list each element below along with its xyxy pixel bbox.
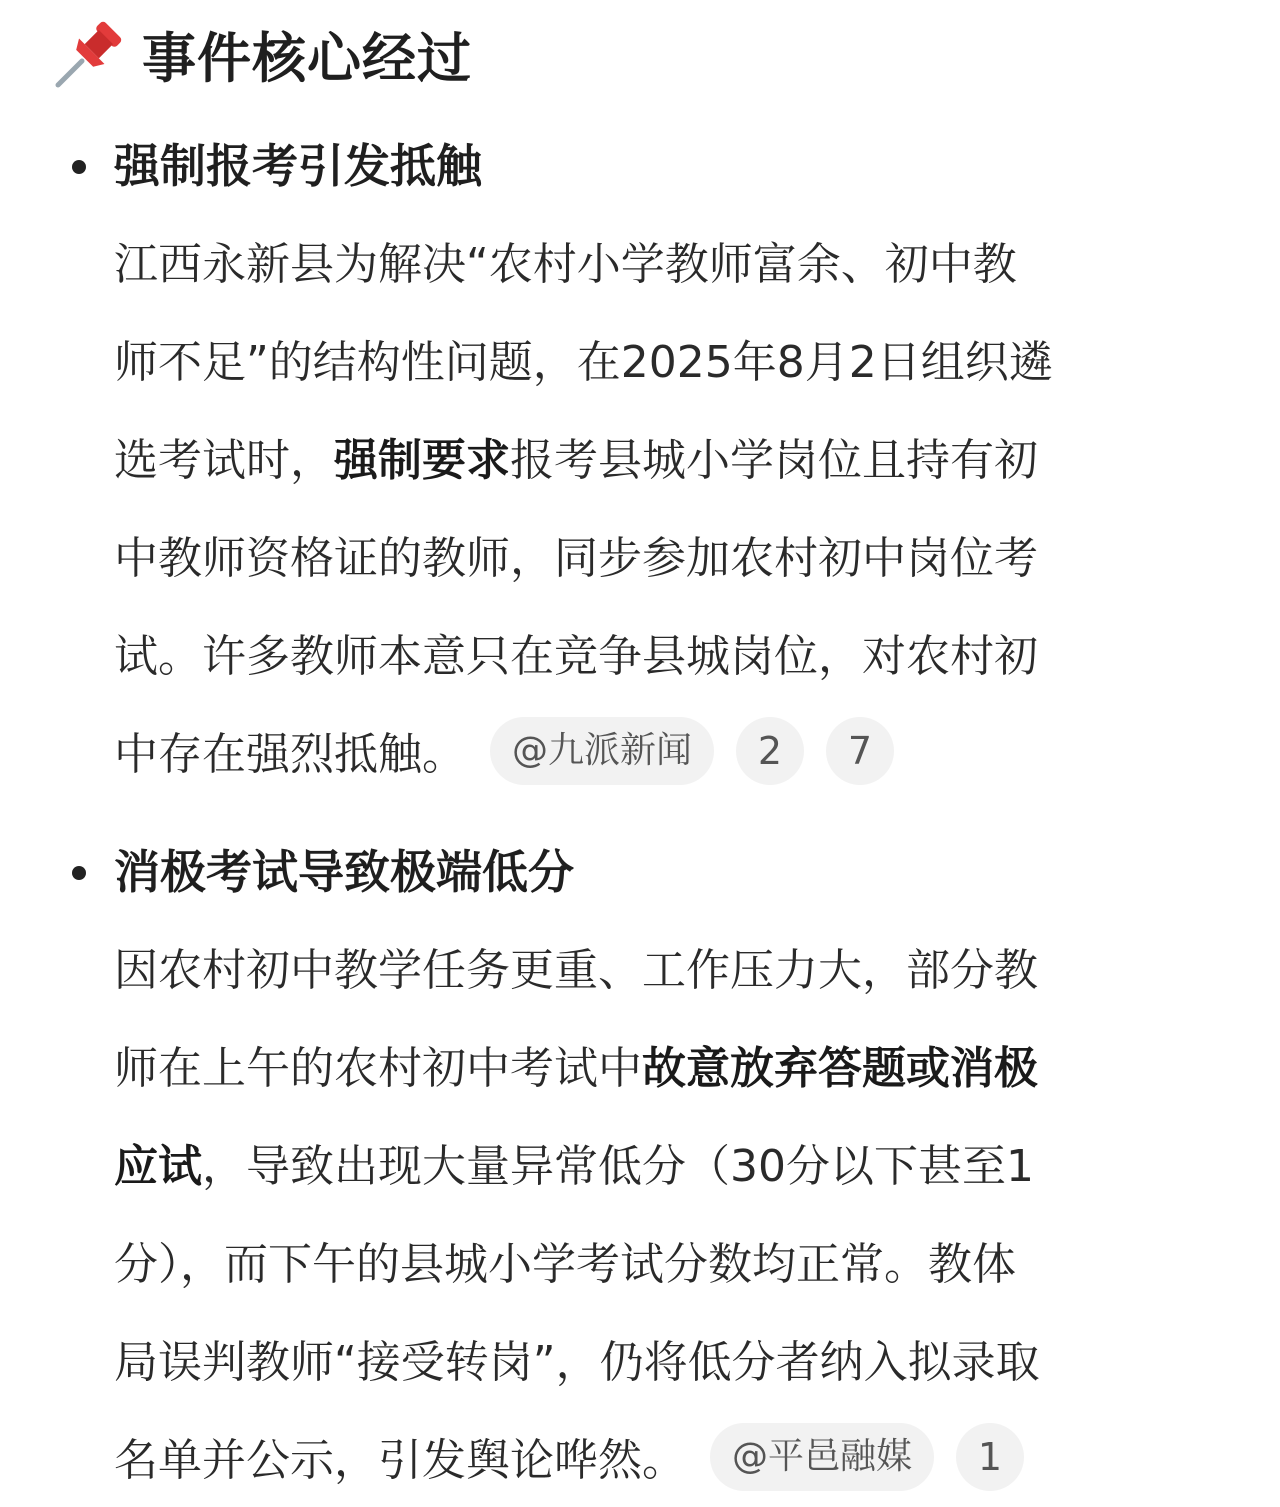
section-heading <box>52 14 472 94</box>
paragraph-line <box>114 216 1224 314</box>
bullet-title: 强制报考引发抵触 <box>114 139 482 193</box>
paragraph-line <box>114 1314 1224 1412</box>
body-text: 中存在强烈抵触。 <box>114 729 466 780</box>
body-text: 因农村初中教学任务更重、工作压力大，部分教 <box>114 945 1038 996</box>
body-text: 试。许多教师本意只在竞争县城岗位，对农村初 <box>114 631 1038 682</box>
body-text: 江西永新县为解决“农村小学教师富余、初中教 <box>114 239 1017 290</box>
body-text: 局误判教师“接受转岗”，仍将低分者纳入拟录取 <box>114 1337 1040 1388</box>
reference-chip[interactable]: 7 <box>826 717 894 785</box>
body-text: 中教师资格证的教师，同步参加农村初中岗位考 <box>114 533 1038 584</box>
paragraph-line <box>114 314 1224 412</box>
body-text: 报考县城小学岗位且持有初 <box>510 435 1038 486</box>
paragraph-line <box>114 1020 1224 1118</box>
paragraph-line <box>114 922 1224 1020</box>
emphasis-text: 故意放弃答题或消极 <box>642 1043 1038 1094</box>
paragraph <box>114 922 1224 1507</box>
bullet-dot <box>72 160 86 174</box>
source-chip[interactable]: @平邑融媒 <box>710 1423 934 1491</box>
bullet-dot <box>72 866 86 880</box>
paragraph-line <box>114 1216 1224 1314</box>
body-text: 师在上午的农村初中考试中 <box>114 1043 642 1094</box>
paragraph-line <box>114 510 1224 608</box>
body-text: 选考试时， <box>114 435 334 486</box>
reference-chip[interactable]: 2 <box>736 717 804 785</box>
body-text: 名单并公示，引发舆论哗然。 <box>114 1435 686 1486</box>
emphasis-text: 应试 <box>114 1141 202 1192</box>
source-chip[interactable]: @九派新闻 <box>490 717 714 785</box>
heading-title: 事件核心经过 <box>142 26 472 90</box>
paragraph-line <box>114 1412 1224 1507</box>
body-text: ，导致出现大量异常低分（30分以下甚至1 <box>202 1141 1034 1192</box>
paragraph <box>114 216 1224 804</box>
emphasis-text: 强制要求 <box>334 435 510 486</box>
reference-chip[interactable]: 1 <box>956 1423 1024 1491</box>
body-text: 师不足”的结构性问题，在2025年8月2日组织遴 <box>114 337 1053 388</box>
paragraph-line <box>114 412 1224 510</box>
paragraph-line <box>114 706 1224 804</box>
bullet-title: 消极考试导致极端低分 <box>114 845 574 899</box>
body-text: 分），而下午的县城小学考试分数均正常。教体 <box>114 1239 1016 1290</box>
pushpin-icon <box>52 17 126 91</box>
paragraph-line <box>114 1118 1224 1216</box>
paragraph-line <box>114 608 1224 706</box>
